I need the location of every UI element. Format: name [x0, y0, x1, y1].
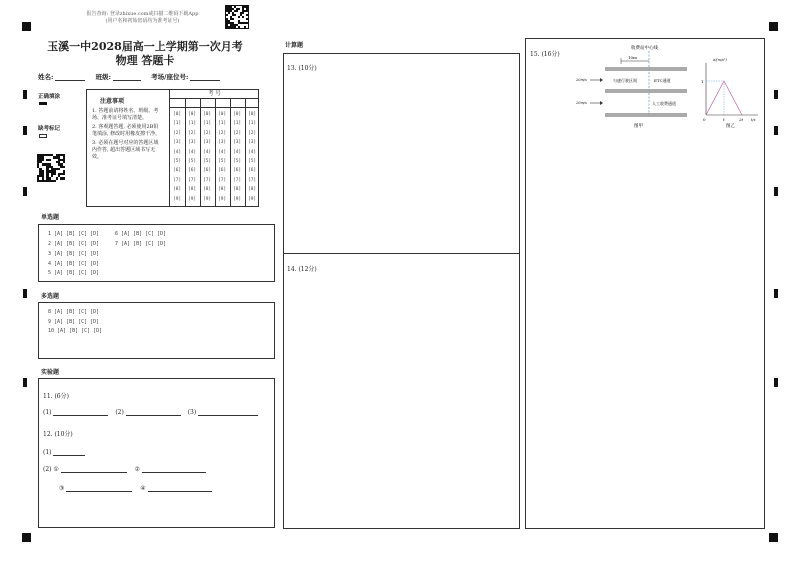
student-info	[38, 72, 278, 81]
exam-number-digit-bubble[interactable]: [0]	[218, 112, 227, 117]
lane-label: 人工收费通道	[652, 101, 676, 106]
timing-mark	[774, 289, 778, 298]
notes-and-exam-number	[86, 89, 259, 207]
exam-number-digit-bubble[interactable]: [9]	[173, 196, 182, 202]
exam-number-label: 考 号	[170, 90, 259, 99]
exam-number-grid	[169, 90, 259, 207]
choice-row[interactable]: 6 [A] [B] [C] [D]	[115, 231, 167, 237]
notes-title: 注意事项	[100, 98, 125, 105]
exam-number-digit-bubble[interactable]: [1]	[203, 121, 212, 127]
qr-code-top	[225, 5, 249, 29]
q12-circle4-label: ④	[140, 485, 146, 492]
exam-number-digit-bubble[interactable]: [2]	[203, 130, 212, 136]
qr-module	[63, 173, 65, 175]
report-notice	[60, 11, 225, 25]
arrow-icon	[600, 101, 603, 105]
qr-module	[53, 173, 55, 175]
qr-module	[56, 177, 58, 179]
q11-part2-blank[interactable]	[126, 409, 181, 416]
q12-part2	[43, 466, 206, 473]
exam-number-digit-bubble[interactable]: [8]	[188, 187, 197, 193]
x-tick: t	[723, 117, 725, 122]
exam-number-digit-bubble[interactable]: [3]	[173, 140, 182, 146]
timing-mark	[23, 378, 27, 387]
timing-mark	[23, 126, 27, 135]
choice-row[interactable]: 9 [A] [B] [C] [D]	[48, 319, 100, 325]
exam-number-digit-bubble[interactable]: [4]	[218, 149, 227, 155]
choice-row[interactable]: 10 [A] [B] [C] [D]	[48, 328, 103, 334]
exam-number-digit-bubble[interactable]: [0]	[188, 112, 197, 117]
qr-module	[236, 10, 238, 12]
qr-module	[238, 16, 240, 18]
exam-number-digit-bubble[interactable]: [1]	[218, 121, 227, 127]
exam-number-digit-bubble[interactable]: [4]	[188, 149, 197, 155]
q13-label: 13. (10分)	[287, 65, 317, 72]
exam-number-column-divider	[230, 99, 231, 207]
qr-module	[238, 26, 240, 28]
exam-number-digit-bubble[interactable]: [5]	[203, 159, 212, 164]
x-origin: 0	[703, 117, 706, 122]
exam-number-digit-bubble[interactable]: [8]	[203, 187, 212, 193]
registration-mark-top-left	[22, 22, 31, 31]
name-label: 姓名:	[38, 73, 54, 81]
multi-choice-title: 多选题	[41, 293, 60, 300]
timing-mark	[23, 90, 27, 99]
exam-number-digit-bubble[interactable]: [2]	[173, 130, 182, 136]
notes-list	[92, 108, 162, 161]
q11-part3-label: (3)	[187, 409, 197, 416]
name-field[interactable]	[55, 73, 85, 81]
qr-code-student	[37, 154, 67, 182]
experiment-box	[38, 378, 275, 528]
x-tick: 2t	[739, 117, 744, 122]
single-choice-box	[38, 224, 275, 282]
exam-number-digit-bubble[interactable]: [2]	[233, 130, 242, 136]
exam-number-column-divider	[185, 99, 186, 207]
exam-number-digit-bubble[interactable]: [8]	[248, 187, 257, 193]
q14-label: 14. (12分)	[287, 266, 317, 273]
room-label: 考场/座位号:	[151, 73, 189, 81]
lane-barrier	[605, 89, 687, 93]
exam-number-digit-bubble[interactable]: [0]	[233, 112, 242, 117]
choice-row[interactable]: 7 [A] [B] [C] [D]	[115, 241, 167, 247]
exam-number-digit-bubble[interactable]: [4]	[203, 149, 212, 155]
q12-circle2-label: ②	[134, 466, 141, 473]
choice-row[interactable]: 4 [A] [B] [C] [D]	[48, 261, 100, 267]
q12-circle3-label: ③	[59, 485, 65, 492]
calculation-title: 计算题	[285, 42, 304, 49]
y-tick: 1	[701, 79, 704, 84]
q11-part3-blank[interactable]	[198, 409, 258, 416]
exam-number-digit-bubble[interactable]: [3]	[233, 140, 242, 146]
qr-module	[242, 16, 244, 18]
qr-module	[234, 14, 236, 16]
exam-number-digit-bubble[interactable]: [3]	[248, 140, 257, 146]
q12-part2-row2	[59, 485, 212, 492]
q12-blank-1[interactable]	[61, 466, 127, 473]
exam-number-digit-bubble[interactable]: [1]	[173, 121, 182, 127]
q12-blank-3[interactable]	[66, 485, 132, 492]
exam-number-digit-bubble[interactable]: [5]	[233, 159, 242, 164]
exam-number-digit-bubble[interactable]: [7]	[233, 177, 242, 183]
correct-fill-label: 正确填涂	[38, 94, 61, 100]
q11-part2-label: (2)	[115, 409, 124, 416]
qr-module	[42, 159, 44, 161]
distance-label: 10m	[628, 55, 637, 60]
qr-module	[242, 12, 244, 14]
arrow-icon	[600, 78, 603, 82]
exam-number-digit-bubble[interactable]: [4]	[248, 149, 257, 155]
exam-number-digit-bubble[interactable]: [6]	[233, 168, 242, 174]
qr-module	[228, 12, 230, 14]
note-item: 1. 答题前请将姓名、班级、考场、准考证号填写清楚。	[92, 108, 159, 121]
exam-number-digit-bubble[interactable]: [5]	[218, 159, 227, 164]
qr-module	[63, 177, 65, 179]
registration-mark-bottom-left	[22, 533, 31, 542]
exam-number-digit-bubble[interactable]: [0]	[203, 112, 212, 117]
multi-choice-box	[38, 302, 275, 359]
speed-label: 20m/s	[576, 78, 587, 82]
qr-module	[244, 26, 246, 28]
exam-title: 玉溪一中2028届高一上学期第一次月考	[47, 40, 243, 53]
center-label: 收费站中心线	[631, 46, 658, 51]
q12-blank-4[interactable]	[148, 485, 212, 492]
exam-number-digit-bubble[interactable]: [7]	[173, 177, 182, 183]
x-axis-label: t/s	[751, 118, 756, 122]
choice-row[interactable]: 2 [A] [B] [C] [D]	[48, 241, 100, 247]
figure-b-caption: 图乙	[726, 124, 735, 129]
exam-number-digit-bubble[interactable]: [8]	[218, 187, 227, 193]
qr-module	[63, 166, 65, 168]
q11-answers	[43, 409, 258, 416]
single-choice-title: 单选题	[41, 214, 60, 221]
room-field[interactable]	[190, 73, 220, 81]
qr-module	[53, 180, 55, 182]
registration-mark-top-right	[769, 22, 778, 31]
report-notice-line2: (用户名和初始密码均为准考证号)	[105, 18, 180, 24]
q11-part1-label: (1)	[43, 409, 52, 416]
exam-number-digit-bubble[interactable]: [4]	[173, 149, 182, 155]
qr-module	[246, 18, 248, 20]
exam-number-digit-bubble[interactable]: [7]	[218, 177, 227, 183]
q12-blank-2[interactable]	[142, 466, 206, 473]
q12-part1-blank[interactable]	[53, 449, 85, 456]
exam-number-digit-bubble[interactable]: [2]	[218, 130, 227, 136]
qr-module	[246, 22, 248, 24]
class-field[interactable]	[113, 73, 141, 81]
note-item: 2. 客观题答题, 必须使用2B铅笔填涂, 修改时用橡皮擦干净。	[92, 124, 161, 137]
q12-part1	[43, 449, 85, 456]
exam-number-digit-bubble[interactable]: [1]	[248, 121, 257, 127]
exam-number-digit-bubble[interactable]: [9]	[203, 196, 212, 202]
choice-row[interactable]: 3 [A] [B] [C] [D]	[48, 251, 100, 257]
absent-mark-box[interactable]	[39, 134, 47, 138]
q11-label: 11. (6分)	[43, 393, 69, 400]
registration-mark-bottom-right	[769, 533, 778, 542]
q12-part2-label: (2) ①	[43, 466, 59, 473]
exam-number-digit-bubble[interactable]: [6]	[173, 168, 182, 174]
exam-number-column-divider	[200, 99, 201, 207]
exam-number-column-divider	[245, 99, 246, 207]
y-axis-label: a/(m/s²)	[713, 58, 727, 62]
exam-number-digit-bubble[interactable]: [3]	[203, 140, 212, 146]
q12-label: 12. (10分)	[43, 431, 73, 438]
q12-part1-label: (1)	[43, 449, 52, 456]
lane-label: ETC通道	[654, 78, 671, 83]
exam-number-digit-bubble[interactable]: [7]	[203, 177, 212, 183]
choice-row[interactable]: 5 [A] [B] [C] [D]	[48, 270, 100, 276]
figure-diagram	[576, 41, 766, 131]
exam-number-digit-bubble[interactable]: [6]	[248, 168, 257, 174]
qr-module	[58, 168, 60, 170]
exam-number-digit-bubble[interactable]: [5]	[248, 159, 257, 164]
q15-figure	[576, 41, 766, 131]
qr-module	[246, 14, 248, 16]
figure-a-caption: 图甲	[634, 124, 643, 129]
exam-number-digit-bubble[interactable]: [9]	[248, 196, 257, 202]
timing-mark	[23, 289, 27, 298]
timing-mark	[774, 187, 778, 196]
qr-module	[51, 175, 53, 177]
exam-number-digit-bubble[interactable]: [0]	[173, 112, 182, 117]
timing-mark	[774, 90, 778, 99]
exam-number-digits	[170, 90, 260, 207]
exam-number-column-divider	[215, 99, 216, 207]
lane-label: 匀速行驶区间	[613, 78, 637, 83]
experiment-title: 实验题	[41, 369, 60, 376]
exam-number-digit-bubble[interactable]: [7]	[248, 177, 257, 183]
card-title: 物理 答题卡	[115, 54, 175, 67]
q14-answer-area[interactable]	[283, 253, 520, 529]
lane-barrier	[605, 113, 687, 117]
exam-number-digit-bubble[interactable]: [2]	[188, 130, 197, 136]
qr-module	[232, 18, 234, 20]
exam-number-digit-bubble[interactable]: [6]	[203, 168, 212, 174]
exam-number-digit-bubble[interactable]: [3]	[188, 140, 197, 146]
report-notice-line1: 报告查询: 登录zhixue.com或扫描二维码下载App	[86, 11, 199, 17]
qr-module	[63, 161, 65, 163]
choice-row[interactable]: 8 [A] [B] [C] [D]	[48, 309, 100, 315]
exam-number-digit-bubble[interactable]: [6]	[188, 168, 197, 174]
exam-number-digit-bubble[interactable]: [6]	[218, 168, 227, 174]
q15-answer-area[interactable]	[525, 38, 765, 529]
q13-answer-area[interactable]	[283, 53, 520, 254]
exam-number-digit-bubble[interactable]: [5]	[188, 159, 197, 164]
qr-module	[49, 159, 51, 161]
exam-number-digit-bubble[interactable]: [9]	[188, 196, 197, 202]
q11-part1-blank[interactable]	[53, 409, 108, 416]
qr-module	[246, 10, 248, 12]
exam-number-digit-bubble[interactable]: [9]	[233, 196, 242, 202]
exam-number-digit-bubble[interactable]: [8]	[233, 187, 242, 193]
timing-mark	[774, 378, 778, 387]
exam-number-digit-bubble[interactable]: [4]	[233, 149, 242, 155]
absent-mark-label: 缺考标记	[38, 126, 61, 132]
qr-module	[226, 14, 228, 16]
qr-module	[238, 8, 240, 10]
exam-number-digit-bubble[interactable]: [1]	[188, 121, 197, 127]
exam-number-digit-bubble[interactable]: [0]	[248, 112, 257, 117]
exam-number-digit-bubble[interactable]: [2]	[248, 130, 257, 136]
exam-number-digit-bubble[interactable]: [7]	[188, 177, 197, 183]
speed-label: 20m/s	[576, 101, 587, 105]
exam-number-digit-bubble[interactable]: [8]	[173, 187, 182, 193]
timing-mark	[23, 187, 27, 196]
note-item: 3. 必须在题号对应的答题区域内作答, 超出答题区域书写无效。	[92, 140, 159, 160]
choice-row[interactable]: 1 [A] [B] [C] [D]	[48, 231, 100, 237]
timing-mark	[774, 126, 778, 135]
exam-number-digit-bubble[interactable]: [1]	[233, 121, 242, 127]
correct-fill-example	[39, 102, 47, 105]
q15-label: 15. (16分)	[530, 51, 560, 58]
exam-number-digit-bubble[interactable]: [5]	[173, 159, 182, 164]
qr-module	[234, 26, 236, 28]
lane-barrier	[605, 67, 687, 71]
class-label: 班级:	[95, 73, 111, 81]
exam-number-digit-bubble[interactable]: [9]	[218, 196, 227, 202]
exam-number-digit-bubble[interactable]: [3]	[218, 140, 227, 146]
